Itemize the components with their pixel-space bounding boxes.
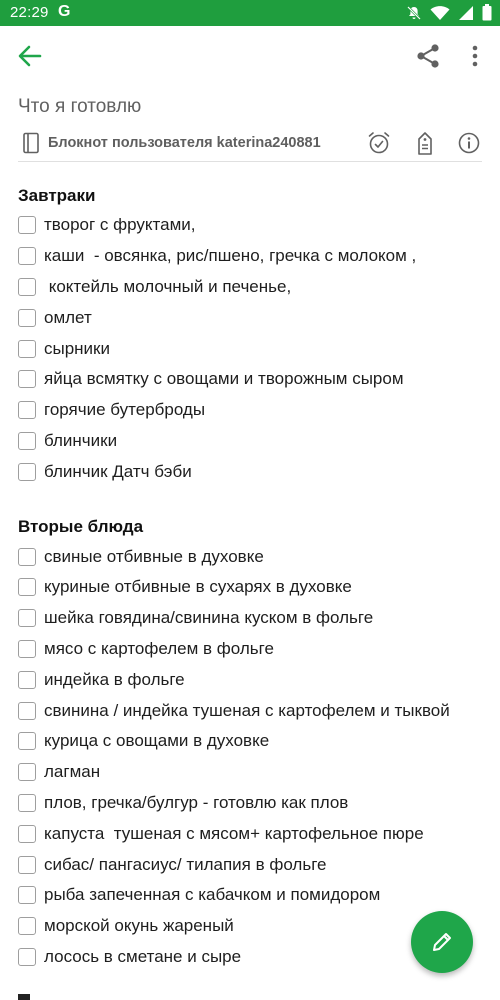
checklist-item-text: мясо с картофелем в фольге xyxy=(44,638,274,658)
checklist-item-text: блинчик Датч бэби xyxy=(44,461,192,481)
tag-icon[interactable] xyxy=(412,130,438,156)
google-app-icon: G xyxy=(58,3,71,20)
checklist-item-text: морской окунь жареный xyxy=(44,916,234,936)
checklist-item xyxy=(18,241,488,272)
checklist-item xyxy=(18,664,488,695)
section-title: Завтраки xyxy=(18,186,96,205)
checkbox[interactable] xyxy=(18,278,36,296)
checklist-item xyxy=(18,456,488,487)
checklist-item xyxy=(18,695,488,726)
checklist-item xyxy=(18,302,488,333)
edit-note-button[interactable] xyxy=(411,911,473,973)
checkbox[interactable] xyxy=(18,917,36,935)
status-bar xyxy=(0,0,500,26)
checklist-item-text: блинчики xyxy=(44,430,118,450)
checklist-item-text: капуста тушеная с мясом+ картофельное пюре xyxy=(44,823,424,843)
checklist-item-text: плов, гречка/булгур - готовлю как плов xyxy=(44,792,349,812)
checkbox[interactable] xyxy=(18,463,36,481)
note-body[interactable] xyxy=(18,184,488,972)
checklist-item-text: омлет xyxy=(44,307,92,327)
checklist-item xyxy=(18,880,488,911)
checklist-item xyxy=(18,364,488,395)
checklist-item-text: куриные отбивные в сухарях в духовке xyxy=(44,577,352,597)
note-title[interactable]: Что я готовлю xyxy=(18,96,142,117)
checkbox[interactable] xyxy=(18,825,36,843)
checkbox[interactable] xyxy=(18,216,36,234)
checklist-item-text: сырники xyxy=(44,338,110,358)
notifications-off-icon xyxy=(406,5,422,21)
checklist-item-text: свинина / индейка тушеная с картофелем и тыквой xyxy=(44,700,450,720)
notebook-row xyxy=(18,126,482,162)
checkbox[interactable] xyxy=(18,763,36,781)
pencil-icon xyxy=(429,929,455,955)
checklist-item xyxy=(18,603,488,634)
section-title: Вторые блюда xyxy=(18,517,144,537)
checklist-item-text: горячие бутерброды xyxy=(44,400,206,420)
checklist-item xyxy=(18,572,488,603)
checkbox[interactable] xyxy=(18,702,36,720)
checklist-item-text: шейка говядина/свинина куском в фольге xyxy=(44,608,374,628)
wifi-icon xyxy=(430,5,450,21)
checkbox[interactable] xyxy=(18,856,36,874)
checklist-item xyxy=(18,541,488,572)
checklist-item-text: сибас/ пангасиус/ тилапия в фольге xyxy=(44,854,327,874)
checklist-item-text: курица с овощами в духовке xyxy=(44,731,270,751)
checkbox[interactable] xyxy=(18,948,36,966)
checklist-item xyxy=(18,210,488,241)
checklist-item xyxy=(18,634,488,665)
checkbox[interactable] xyxy=(18,732,36,750)
checklist-item xyxy=(18,726,488,757)
status-time: 22:29 xyxy=(10,4,49,21)
checklist-item xyxy=(18,757,488,788)
checkbox[interactable] xyxy=(18,640,36,658)
battery-icon xyxy=(482,4,492,21)
more-vertical-icon[interactable] xyxy=(464,42,486,70)
checklist-item-text: лосось в сметане и сыре xyxy=(44,946,242,966)
checklist-item xyxy=(18,333,488,364)
checklist-item xyxy=(18,849,488,880)
checkbox[interactable] xyxy=(18,578,36,596)
checklist-item-text: коктейль молочный и печенье, xyxy=(44,276,292,296)
checklist-item xyxy=(18,788,488,819)
checklist-item xyxy=(18,818,488,849)
checklist-item-text: яйца всмятку с овощами и творожным сыром xyxy=(44,369,404,389)
checklist-item-text: каши - овсянка, рис/пшено, гречка с молоком , xyxy=(44,246,417,266)
share-icon[interactable] xyxy=(414,42,442,70)
checklist-item xyxy=(18,272,488,303)
checklist-item xyxy=(18,395,488,426)
status-icons xyxy=(406,4,492,21)
checkbox[interactable] xyxy=(18,794,36,812)
checklist-item-text: свиные отбивные в духовке xyxy=(44,546,264,566)
checklist-item-text: индейка в фольге xyxy=(44,669,185,689)
checklist-item xyxy=(18,426,488,457)
checkbox[interactable] xyxy=(18,609,36,627)
checklist-item-text: лагман xyxy=(44,762,101,782)
notebook-icon xyxy=(22,132,40,154)
info-icon[interactable] xyxy=(456,130,482,156)
checklist-item-text: рыба запеченная с кабачком и помидором xyxy=(44,885,381,905)
checkbox[interactable] xyxy=(18,432,36,450)
signal-icon xyxy=(458,5,474,21)
checkbox[interactable] xyxy=(18,886,36,904)
section-spacer xyxy=(18,487,488,515)
next-section-title-fragment xyxy=(18,994,30,1000)
checkbox[interactable] xyxy=(18,370,36,388)
checkbox[interactable] xyxy=(18,548,36,566)
checkbox[interactable] xyxy=(18,401,36,419)
checkbox[interactable] xyxy=(18,340,36,358)
note-toolbar xyxy=(0,26,500,86)
arrow-left-icon[interactable] xyxy=(14,40,46,72)
checkbox[interactable] xyxy=(18,309,36,327)
checkbox[interactable] xyxy=(18,671,36,689)
checkbox[interactable] xyxy=(18,247,36,265)
checklist-item-text: творог с фруктами, xyxy=(44,215,196,235)
alarm-icon[interactable] xyxy=(366,130,392,156)
notebook-label[interactable]: Блокнот пользователя katerina240881 xyxy=(48,135,321,151)
